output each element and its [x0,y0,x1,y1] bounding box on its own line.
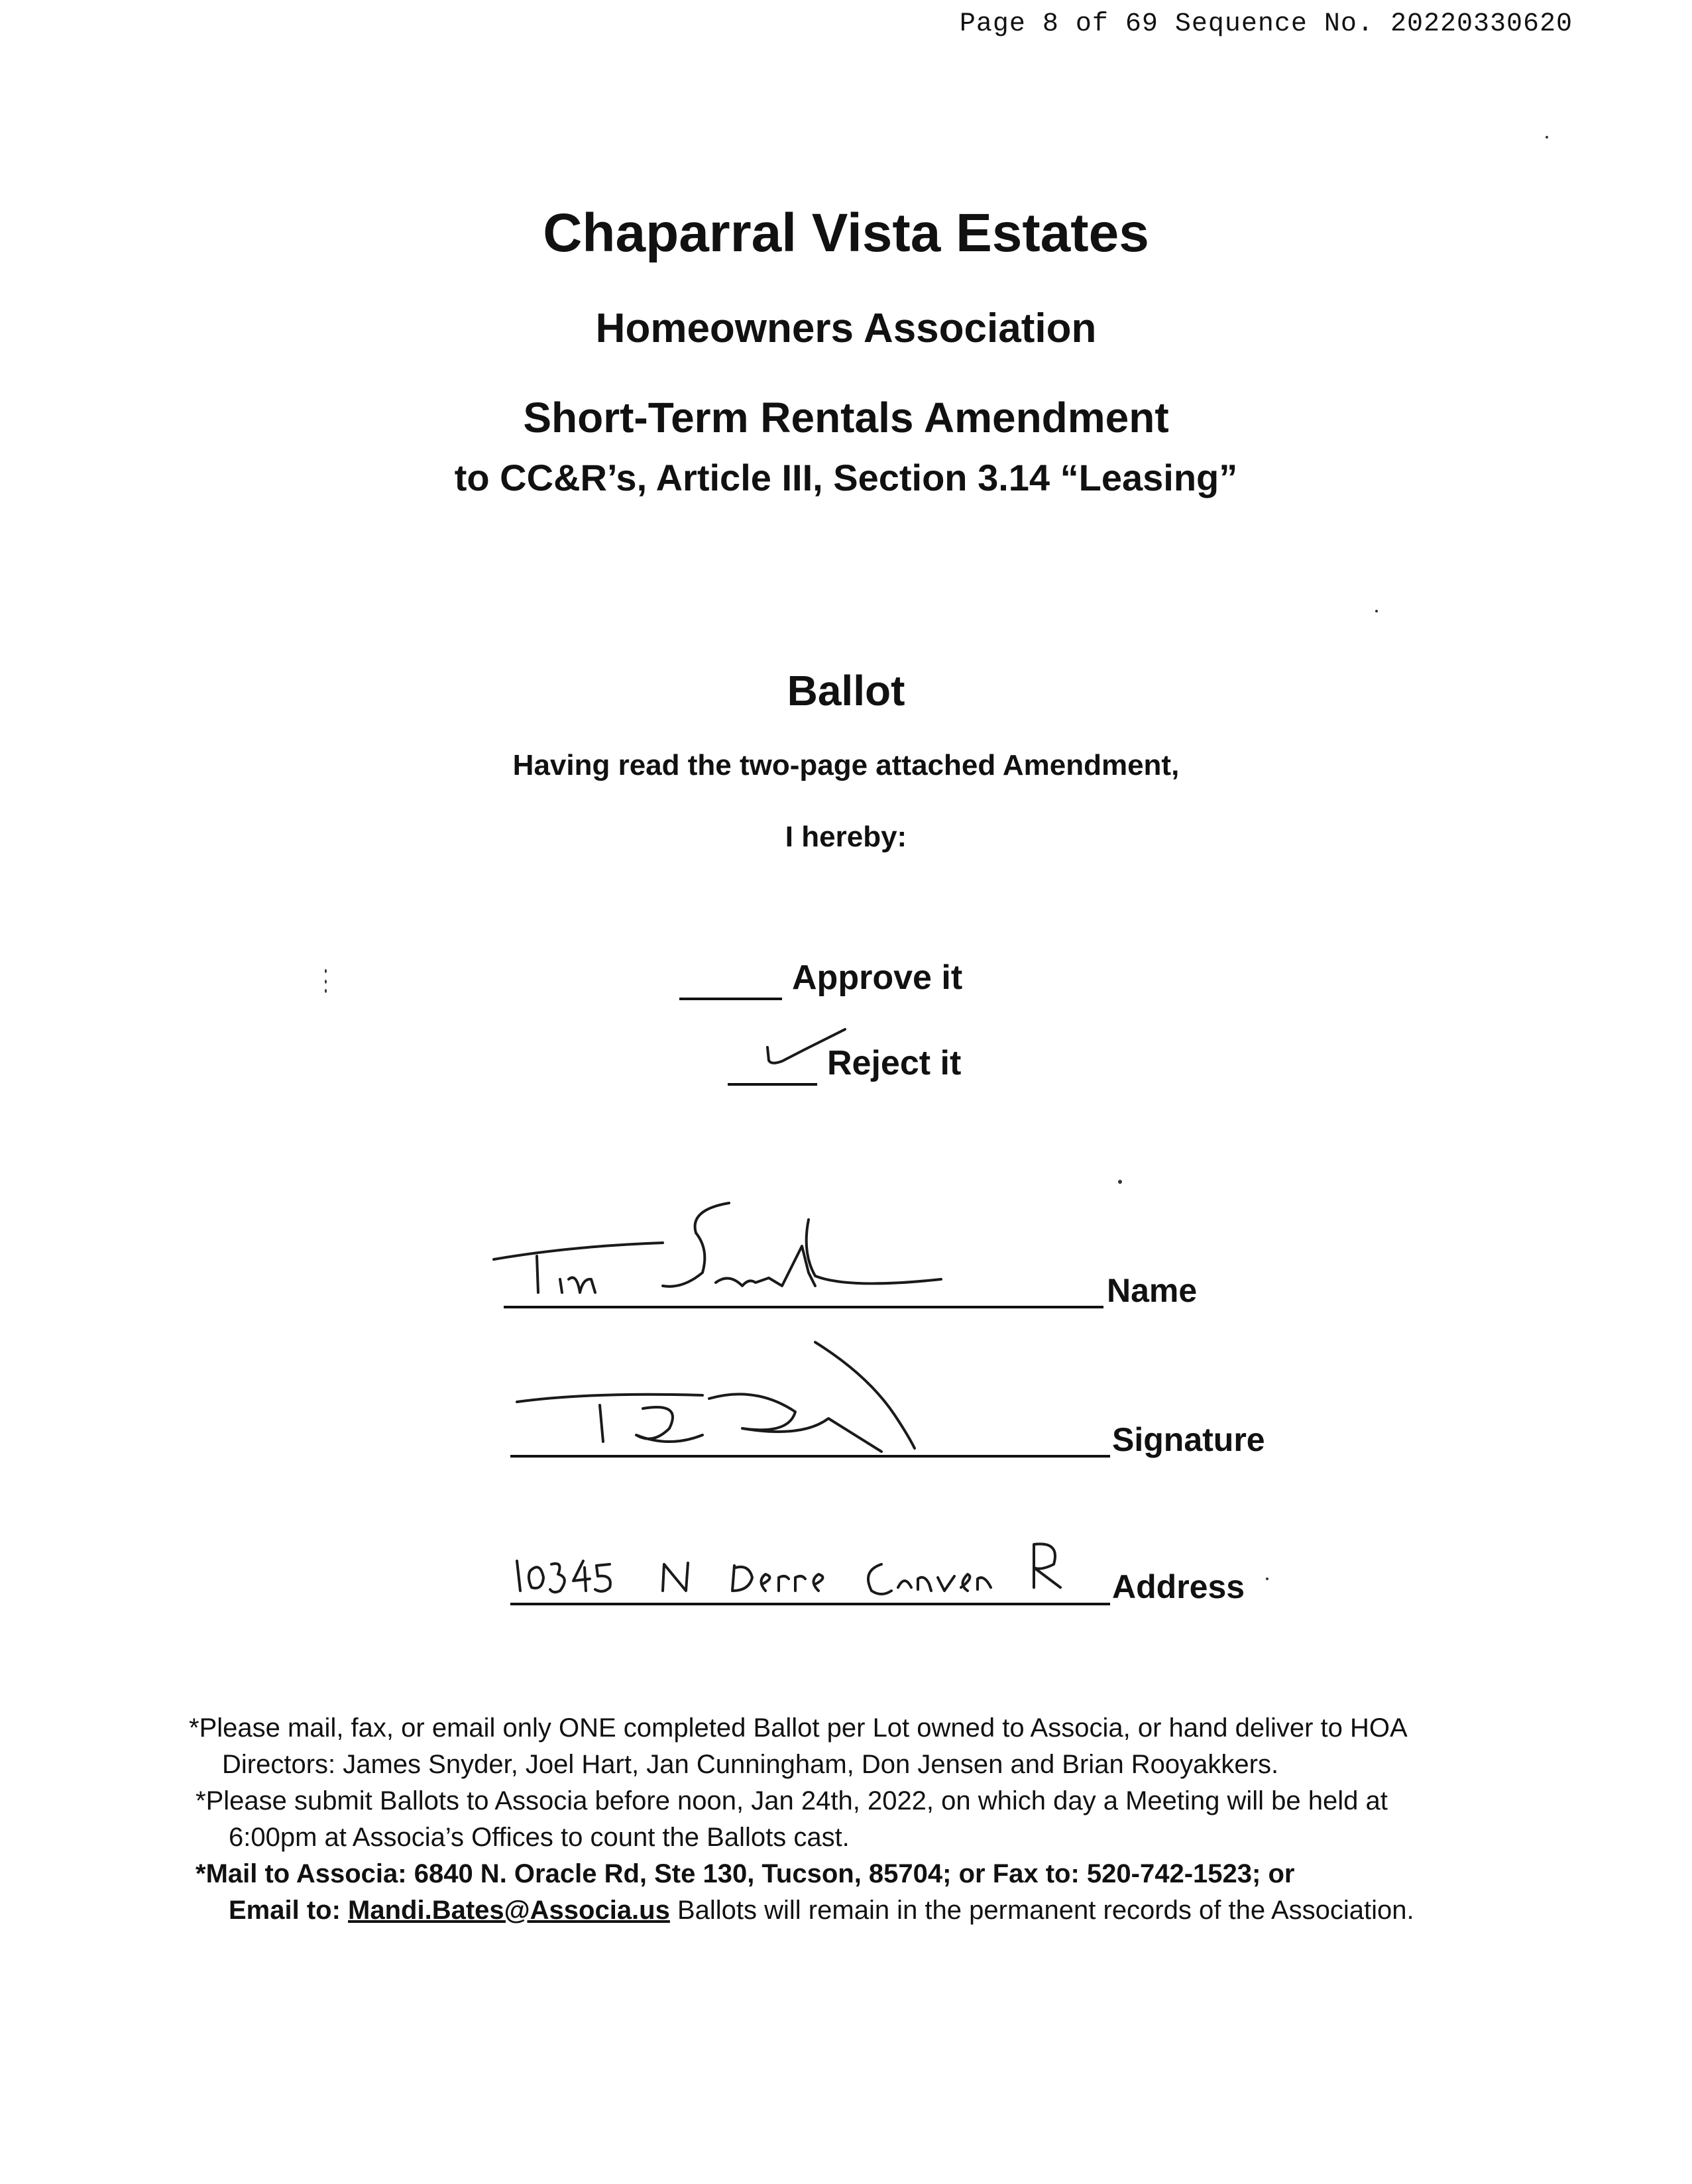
amendment-reference: to CC&R’s, Article III, Section 3.14 “Leasing” [454,457,1238,498]
reject-blank-line[interactable] [728,1083,817,1086]
hereby-line: I hereby: [785,821,907,853]
signature-line[interactable] [510,1455,1110,1458]
note-mail-instructions [189,1710,1541,1783]
amendment-subtitle: Short-Term Rentals Amendment [523,394,1169,441]
scan-speck [1546,136,1548,139]
note1-line2: Directors: James Snyder, Joel Hart, Jan Cunningham, Don Jensen and Brian Rooyakkers. [222,1750,1279,1779]
address-line[interactable] [510,1603,1110,1605]
scan-speck [325,969,327,973]
note2-line1: *Please submit Ballots to Associa before noon, Jan 24th, 2022, on which day a Meeting will be held at [196,1786,1388,1815]
intro-line: Having read the two-page attached Amendment, [512,749,1180,781]
records-note: Ballots will remain in the permanent records of the Association. [669,1896,1414,1925]
scan-speck [1118,1180,1122,1184]
signature-handwriting [510,1336,974,1462]
instructions-notes [189,1710,1541,1929]
scan-speck [1266,1578,1269,1580]
approve-blank-line[interactable] [679,998,782,1000]
email-link[interactable]: Mandi.Bates@Associa.us [348,1896,670,1925]
name-line[interactable] [504,1306,1103,1308]
scan-speck [325,980,327,984]
address-handwriting-icon [510,1524,1094,1611]
page-sequence-header: Page 8 of 69 Sequence No. 20220330620 [959,9,1573,39]
name-label: Name [1107,1272,1198,1309]
note1-line1: *Please mail, fax, or email only ONE completed Ballot per Lot owned to Associa, or hand deliver to HOA [189,1713,1408,1743]
scan-speck [1375,610,1378,612]
address-label: Address [1112,1568,1245,1605]
name-handwriting [490,1193,954,1312]
email-prefix: Email to: [229,1896,349,1925]
note3-line1: *Mail to Associa: 6840 N. Oracle Rd, Ste 130, Tucson, 85704; or Fax to: 520-742-1523; or [196,1859,1295,1888]
reject-option-label: Reject it [827,1044,962,1082]
note-deadline [189,1783,1541,1856]
approve-option-label: Approve it [792,958,963,997]
scan-speck [325,989,327,993]
signature-label: Signature [1112,1421,1265,1458]
association-subtitle: Homeowners Association [595,306,1097,351]
note3-line2 [196,1892,1541,1929]
note2-line2: 6:00pm at Associa’s Offices to count the Ballots cast. [229,1823,850,1852]
document-title: Chaparral Vista Estates [543,203,1149,263]
note-contact [189,1856,1541,1929]
ballot-heading: Ballot [787,667,905,715]
